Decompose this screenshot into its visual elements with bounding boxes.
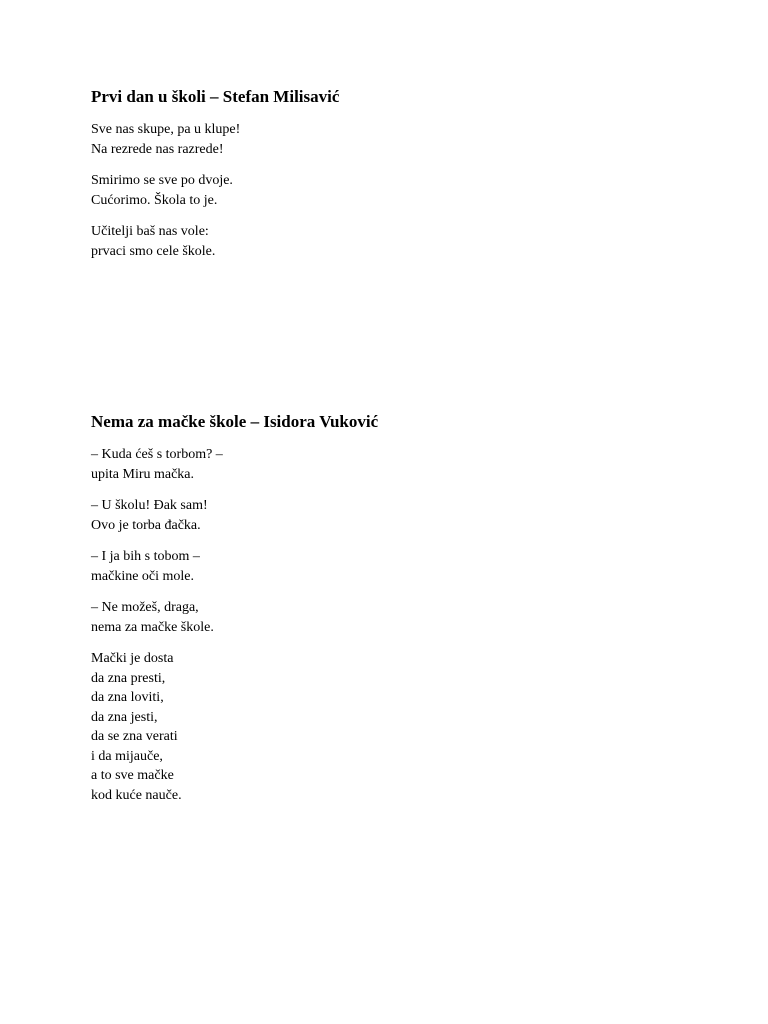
verse-line: – Kuda ćeš s torbom? – [91, 447, 223, 462]
verse-line: i da mijauče, [91, 748, 163, 764]
poem-prvi-dan-u-skoli [91, 86, 691, 273]
verse-line: prvaci smo cele škole. [91, 243, 216, 259]
verse-line: Cućorimo. Škola to je. [91, 192, 218, 208]
verse-line: Na rezrede nas razrede! [91, 141, 224, 157]
stanza [91, 445, 691, 484]
verse-line: Sve nas skupe, pa u klupe! [91, 122, 241, 137]
stanza [91, 547, 691, 586]
verse-line: – U školu! Đak sam! [91, 498, 208, 513]
stanza [91, 598, 691, 637]
poem-nema-za-macke-skole [91, 411, 691, 817]
stanza [91, 649, 691, 805]
poem-title: Nema za mačke škole – Isidora Vuković [91, 412, 379, 431]
verse-line: kod kuće nauče. [91, 787, 182, 803]
stanza [91, 222, 691, 261]
poem-title: Prvi dan u školi – Stefan Milisavić [91, 87, 340, 106]
verse-line: upita Miru mačka. [91, 466, 195, 482]
stanza [91, 120, 691, 159]
stanza [91, 496, 691, 535]
verse-line: da zna presti, [91, 670, 166, 686]
verse-line: Učitelji baš nas vole: [91, 224, 209, 239]
verse-line: Ovo je torba đačka. [91, 517, 201, 533]
verse-line: mačkine oči mole. [91, 568, 195, 584]
verse-line: – Ne možeš, draga, [91, 600, 199, 615]
verse-line: da se zna verati [91, 729, 178, 744]
verse-line: – I ja bih s tobom – [91, 549, 200, 564]
verse-line: a to sve mačke [91, 768, 174, 783]
verse-line: da zna loviti, [91, 690, 164, 705]
stanza [91, 171, 691, 210]
verse-line: Smirimo se sve po dvoje. [91, 173, 233, 188]
verse-line: da zna jesti, [91, 709, 158, 725]
verse-line: nema za mačke škole. [91, 619, 214, 635]
verse-line: Mački je dosta [91, 651, 174, 666]
